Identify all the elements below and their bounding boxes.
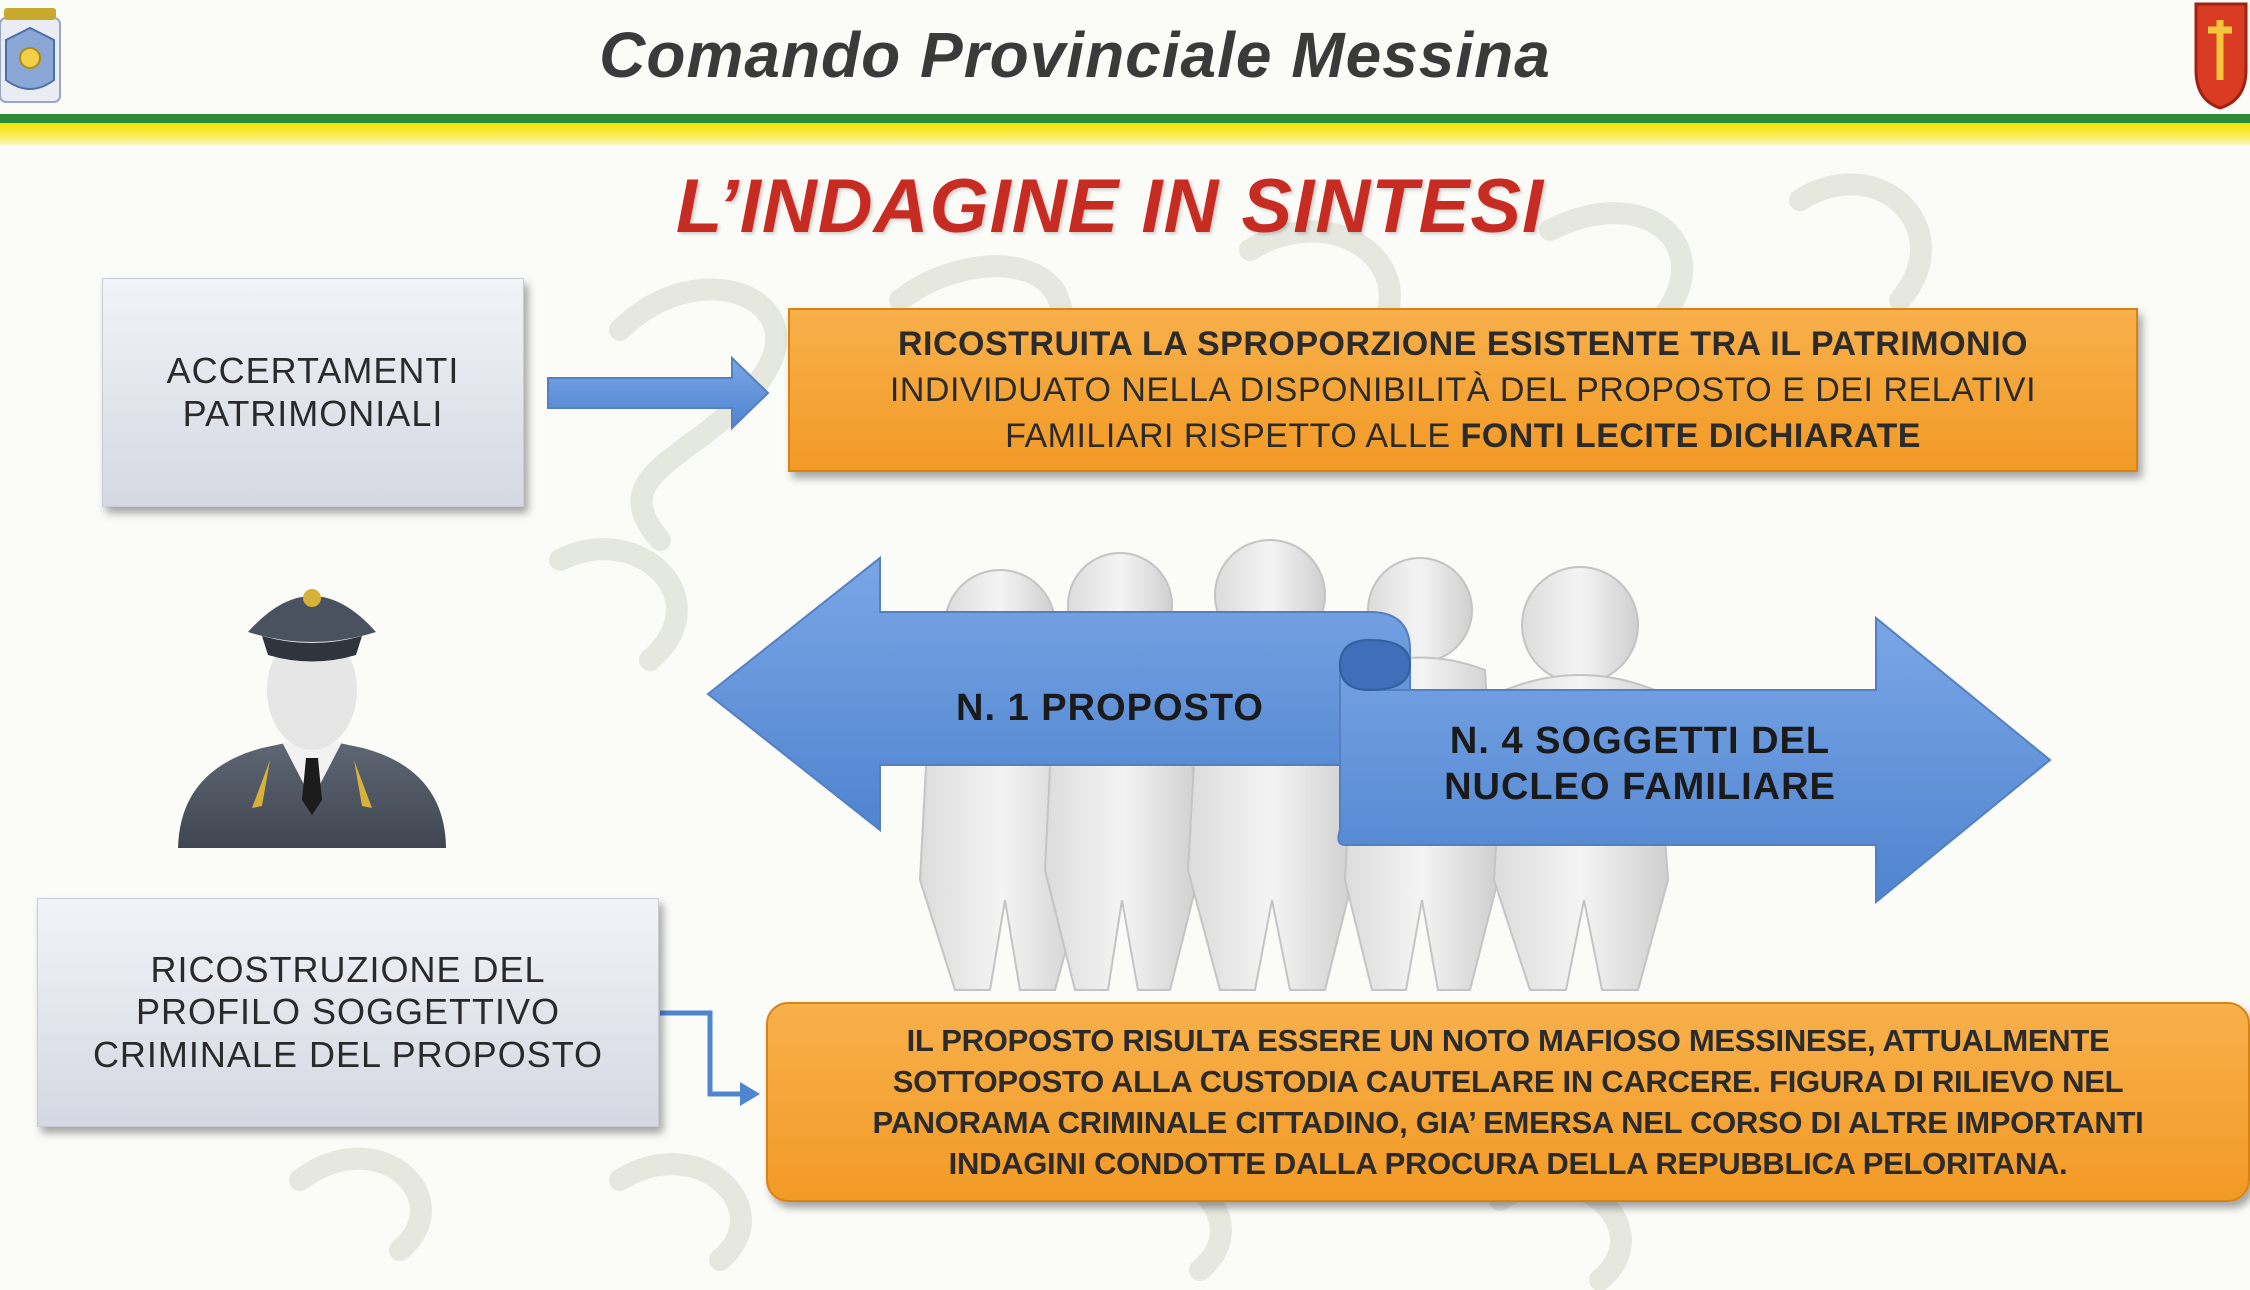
sproporzione-line-3-bold: FONTI LECITE DICHIARATE [1460,417,1921,456]
header-title: Comando Provinciale Messina [599,19,1551,91]
sproporzione-line-3 [1005,413,1921,459]
arrow-left-label: N. 1 PROPOSTO [956,687,1264,729]
mafioso-line-2: SOTTOPOSTO ALLA CUSTODIA CAUTELARE IN CARCERE. FIGURA DI RILIEVO NEL [892,1063,2124,1099]
slide-title: L’INDAGINE IN SINTESI [675,164,1545,249]
sproporzione-line-1: RICOSTRUITA LA SPROPORZIONE ESISTENTE TRA IL PATRIMONIO [897,324,2028,363]
officer-silhouette-icon [178,589,446,848]
box-profilo-soggettivo [37,898,659,1127]
box-profilo-text: RICOSTRUZIONE DEL PROFILO SOGGETTIVO CRIMINALE DEL PROPOSTO [92,948,604,1075]
box-sproporzione [788,308,2138,472]
sproporzione-line-3-regular: FAMILIARI RISPETTO ALLE [1005,417,1461,456]
arrow-accertamenti [548,358,768,428]
box-mafioso [766,1002,2250,1202]
arrow-fold-shape [1340,640,1410,690]
box-accertamenti-text: ACCERTAMENTI PATRIMONIALI [166,350,460,434]
mafioso-line-1: IL PROPOSTO RISULTA ESSERE UN NOTO MAFIOSO MESSINESE, ATTUALMENTE [906,1022,2110,1058]
connector-profilo [660,1013,742,1094]
connector-arrowhead [740,1082,760,1106]
mafioso-line-3: PANORAMA CRIMINALE CITTADINO, GIA’ EMERSA NEL CORSO DI ALTRE IMPORTANTI [872,1105,2144,1140]
arrow-right-label: N. 4 SOGGETTI DEL NUCLEO FAMILIARE [1444,720,1836,809]
mafioso-line-4: INDAGINI CONDOTTE DALLA PROCURA DELLA REPUBBLICA PELORITANA. [948,1146,2068,1182]
box-accertamenti-patrimoniali [102,278,524,507]
sproporzione-line-2: INDIVIDUATO NELLA DISPONIBILITÀ DEL PROPOSTO E DEI RELATIVI [889,370,2037,409]
